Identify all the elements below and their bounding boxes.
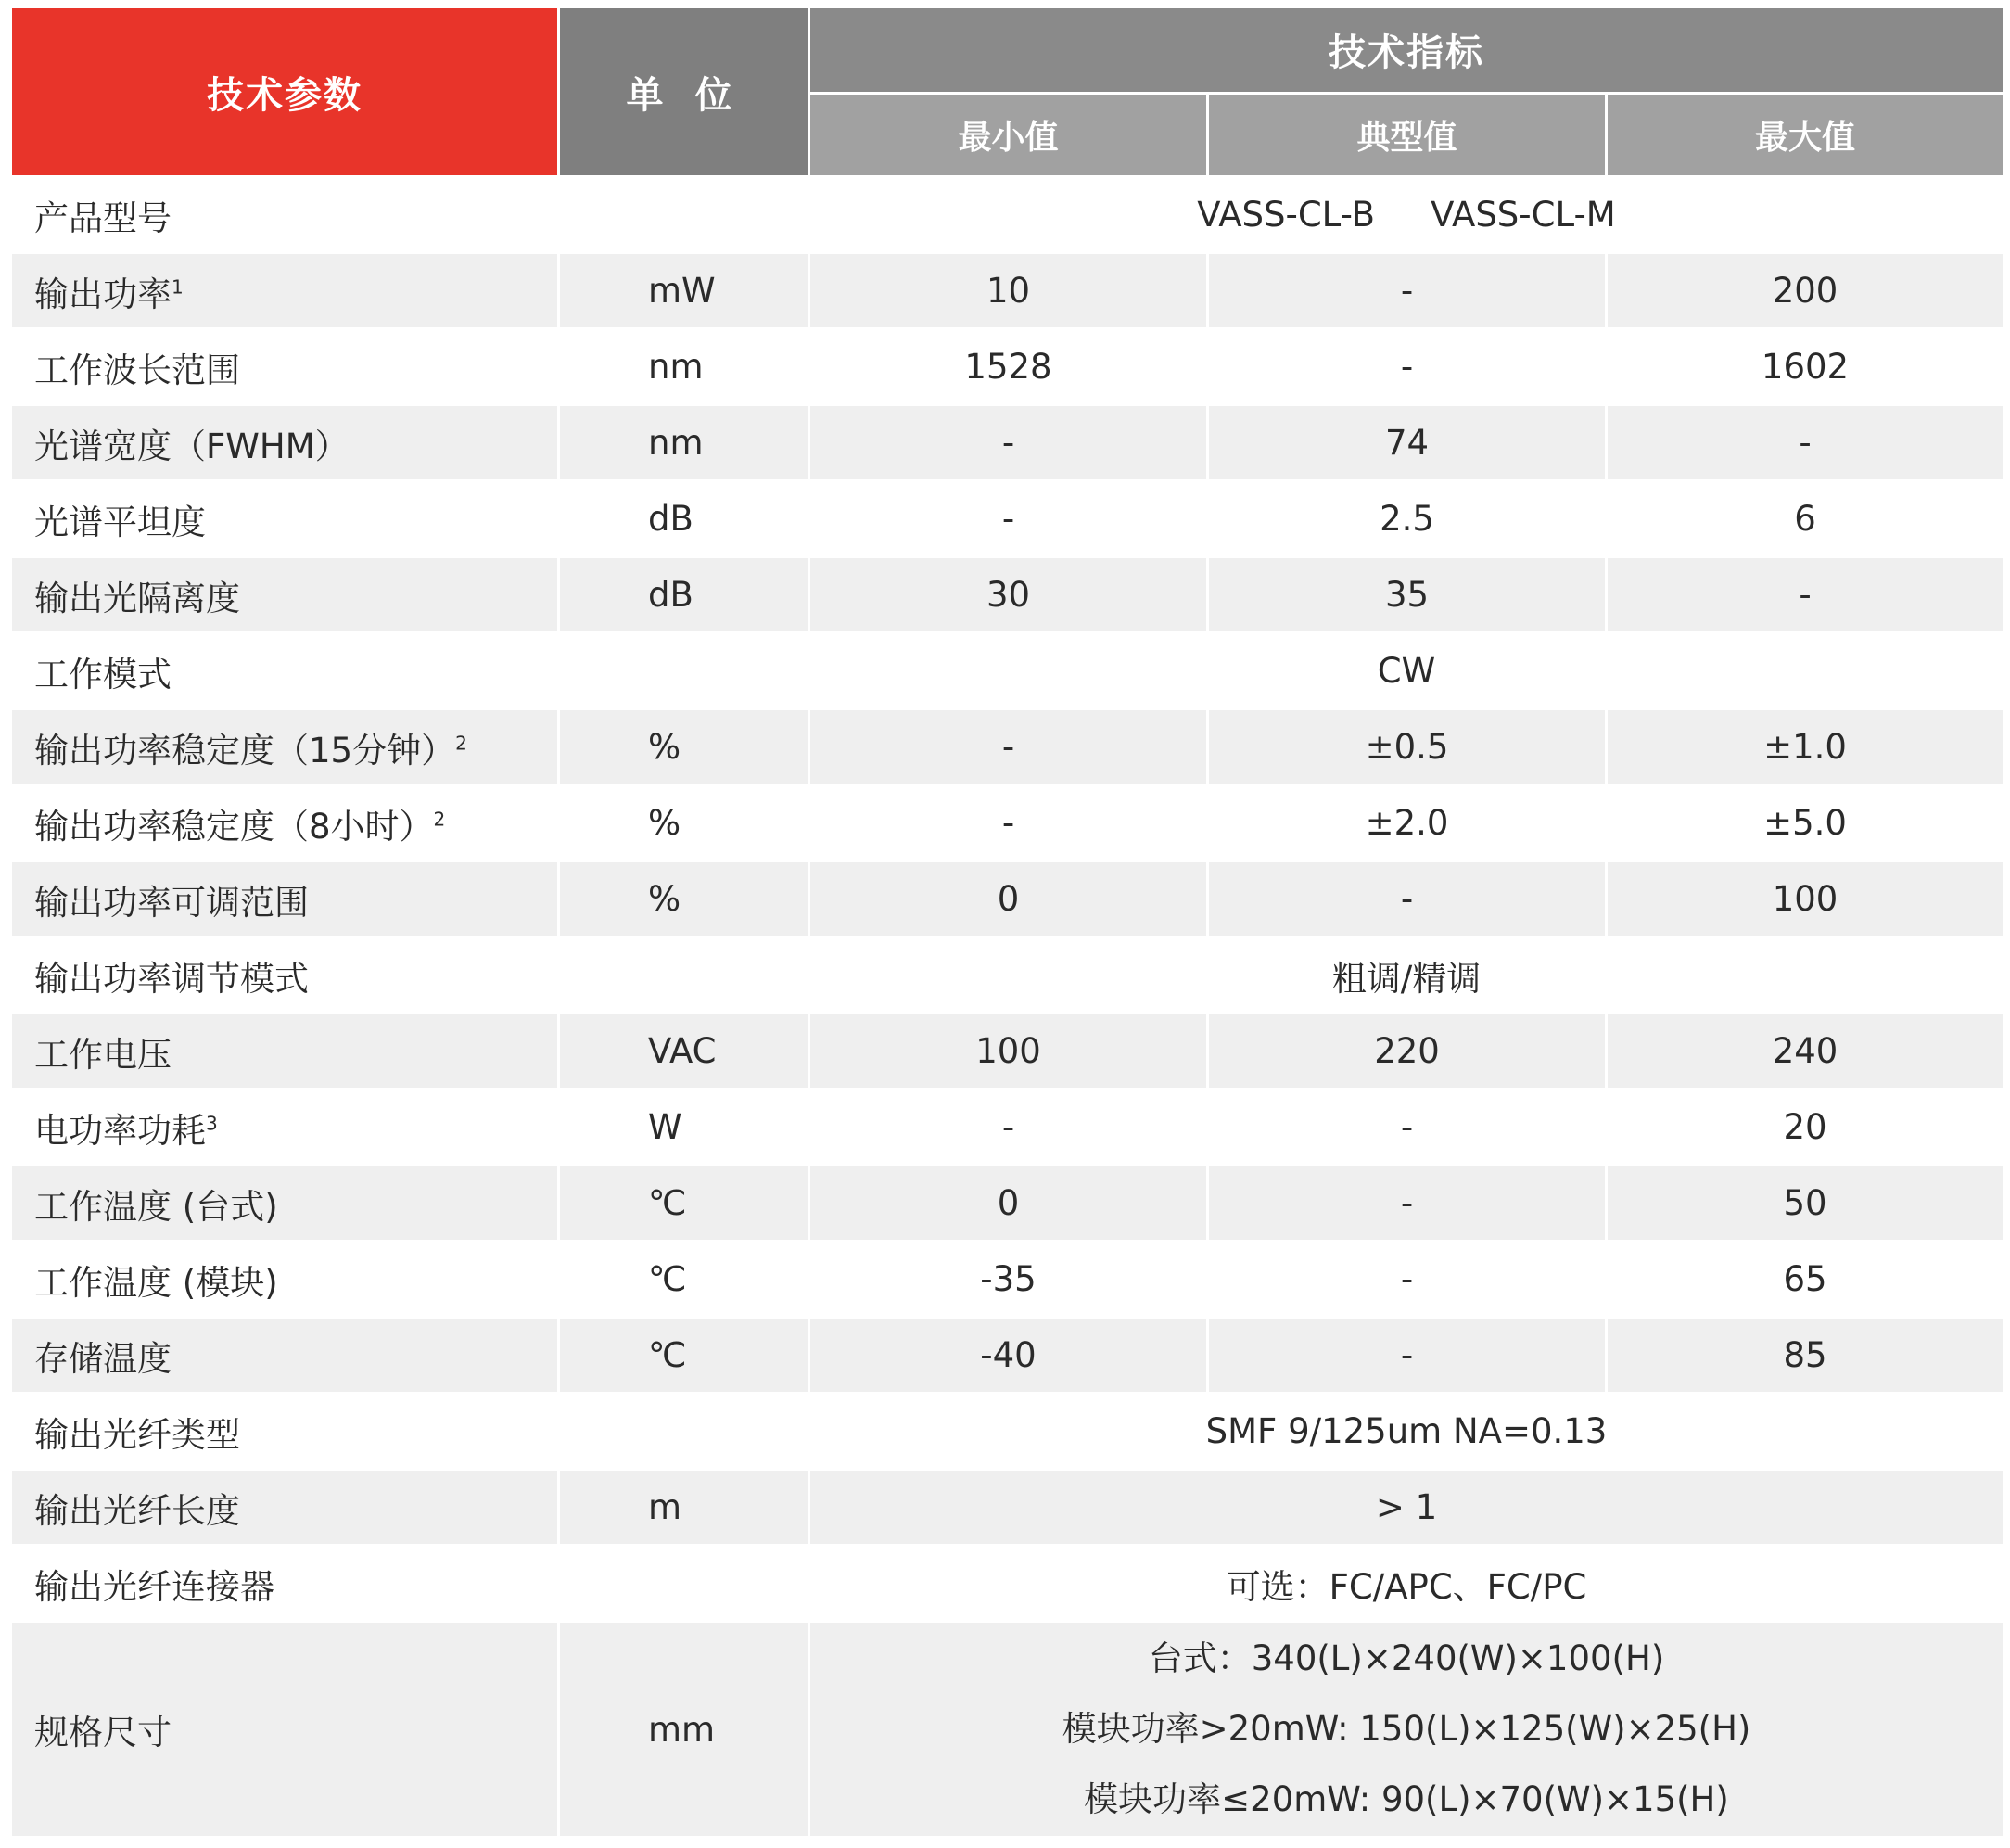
typ-value-cell: - xyxy=(1208,861,1607,937)
typ-value-cell: 2.5 xyxy=(1208,481,1607,557)
spanned-value-cell xyxy=(809,1622,2004,1838)
table-row xyxy=(11,709,2004,785)
param-label: 工作模式 xyxy=(34,654,172,695)
typ-value-cell: - xyxy=(1208,1242,1607,1318)
header-min: 最小值 xyxy=(809,93,1208,176)
unit-cell: m xyxy=(559,1470,809,1546)
header-max: 最大值 xyxy=(1607,93,2004,176)
min-value-cell: 10 xyxy=(809,253,1208,329)
unit-cell: nm xyxy=(559,405,809,481)
param-label: 工作温度 (台式) xyxy=(34,1186,278,1227)
unit-cell xyxy=(559,1546,809,1622)
model-name: VASS-CL-M xyxy=(1431,195,1616,235)
param-cell xyxy=(11,861,559,937)
table-row xyxy=(11,481,2004,557)
max-value-cell: 85 xyxy=(1607,1318,2004,1394)
min-value-cell: 0 xyxy=(809,1166,1208,1242)
max-value-cell: 1602 xyxy=(1607,329,2004,405)
spanned-value-cell: 可选：FC/APC、FC/PC xyxy=(809,1546,2004,1622)
table-row xyxy=(11,1242,2004,1318)
table-row xyxy=(11,329,2004,405)
max-value-cell: 6 xyxy=(1607,481,2004,557)
param-cell xyxy=(11,329,559,405)
header-typ: 典型值 xyxy=(1208,93,1607,176)
param-cell xyxy=(11,1318,559,1394)
header-param: 技术参数 xyxy=(11,7,559,177)
param-cell xyxy=(11,557,559,633)
param-label: 光谱平坦度 xyxy=(34,502,206,542)
table-row xyxy=(11,1470,2004,1546)
typ-value-cell: - xyxy=(1208,329,1607,405)
param-label: 工作波长范围 xyxy=(34,350,240,390)
model-name: VASS-CL-B xyxy=(1197,195,1376,235)
param-label: 产品型号 xyxy=(34,198,172,238)
typ-value-cell: - xyxy=(1208,1166,1607,1242)
dimension-line: 台式：340(L)×240(W)×100(H) xyxy=(1148,1638,1665,1678)
table-body xyxy=(11,177,2004,1838)
param-label: 工作电压 xyxy=(34,1034,172,1075)
param-cell xyxy=(11,1090,559,1166)
spanned-value-cell: SMF 9/125um NA=0.13 xyxy=(809,1394,2004,1470)
unit-cell: ℃ xyxy=(559,1242,809,1318)
max-value-cell: 20 xyxy=(1607,1090,2004,1166)
max-value-cell: 65 xyxy=(1607,1242,2004,1318)
footnote-marker: 2 xyxy=(455,732,467,755)
spanned-value-cell xyxy=(809,177,2004,253)
param-label: 输出光纤连接器 xyxy=(34,1566,274,1607)
unit-cell xyxy=(559,177,809,253)
unit-cell: ℃ xyxy=(559,1318,809,1394)
table-row xyxy=(11,405,2004,481)
param-label: 输出功率可调范围 xyxy=(34,882,309,923)
table-row xyxy=(11,785,2004,861)
spec-table-container xyxy=(9,6,2003,1843)
min-value-cell: - xyxy=(809,1090,1208,1166)
table-header xyxy=(11,7,2004,177)
param-label: 输出光隔离度 xyxy=(34,578,240,618)
min-value-cell: 1528 xyxy=(809,329,1208,405)
unit-cell xyxy=(559,1394,809,1470)
table-row xyxy=(11,1166,2004,1242)
typ-value-cell: ±0.5 xyxy=(1208,709,1607,785)
typ-value-cell: 74 xyxy=(1208,405,1607,481)
max-value-cell: ±5.0 xyxy=(1607,785,2004,861)
param-cell xyxy=(11,1546,559,1622)
param-cell xyxy=(11,1242,559,1318)
param-label: 光谱宽度（FWHM） xyxy=(34,426,350,466)
typ-value-cell: ±2.0 xyxy=(1208,785,1607,861)
table-row xyxy=(11,1622,2004,1838)
table-row xyxy=(11,1394,2004,1470)
unit-cell: dB xyxy=(559,557,809,633)
typ-value-cell: - xyxy=(1208,1318,1607,1394)
spanned-value-cell: CW xyxy=(809,633,2004,709)
param-label: 输出功率调节模式 xyxy=(34,958,309,999)
unit-cell: ℃ xyxy=(559,1166,809,1242)
unit-cell: VAC xyxy=(559,1013,809,1090)
max-value-cell: - xyxy=(1607,405,2004,481)
typ-value-cell: 220 xyxy=(1208,1013,1607,1090)
max-value-cell: 240 xyxy=(1607,1013,2004,1090)
unit-cell: % xyxy=(559,861,809,937)
param-label: 输出功率稳定度（8小时） xyxy=(34,806,434,847)
param-label: 规格尺寸 xyxy=(34,1713,172,1752)
table-row xyxy=(11,1318,2004,1394)
param-cell xyxy=(11,1166,559,1242)
max-value-cell: 100 xyxy=(1607,861,2004,937)
min-value-cell: - xyxy=(809,709,1208,785)
dimension-line: 模块功率≤20mW: 90(L)×70(W)×15(H) xyxy=(1084,1779,1729,1819)
min-value-cell: - xyxy=(809,785,1208,861)
param-label: 输出功率稳定度（15分钟） xyxy=(34,730,456,771)
min-value-cell: 0 xyxy=(809,861,1208,937)
param-label: 输出光纤类型 xyxy=(34,1414,240,1455)
param-label: 输出光纤长度 xyxy=(34,1490,240,1531)
footnote-marker: 3 xyxy=(206,1112,218,1135)
unit-cell: W xyxy=(559,1090,809,1166)
unit-cell: % xyxy=(559,709,809,785)
param-cell xyxy=(11,937,559,1013)
max-value-cell: - xyxy=(1607,557,2004,633)
typ-value-cell: - xyxy=(1208,1090,1607,1166)
max-value-cell: 50 xyxy=(1607,1166,2004,1242)
typ-value-cell: - xyxy=(1208,253,1607,329)
spec-table xyxy=(9,6,2005,1839)
unit-cell: mW xyxy=(559,253,809,329)
spanned-value-cell: 粗调/精调 xyxy=(809,937,2004,1013)
min-value-cell: -35 xyxy=(809,1242,1208,1318)
table-row xyxy=(11,861,2004,937)
table-row xyxy=(11,1013,2004,1090)
spanned-value-cell: > 1 xyxy=(809,1470,2004,1546)
param-cell xyxy=(11,1013,559,1090)
table-row xyxy=(11,633,2004,709)
param-cell xyxy=(11,1622,559,1838)
unit-cell: dB xyxy=(559,481,809,557)
param-label: 输出功率 xyxy=(34,274,172,314)
param-label: 电功率功耗 xyxy=(34,1110,206,1151)
unit-cell xyxy=(559,937,809,1013)
table-row xyxy=(11,557,2004,633)
min-value-cell: -40 xyxy=(809,1318,1208,1394)
max-value-cell: ±1.0 xyxy=(1607,709,2004,785)
max-value-cell: 200 xyxy=(1607,253,2004,329)
param-label: 存储温度 xyxy=(34,1338,172,1379)
min-value-cell: 30 xyxy=(809,557,1208,633)
param-label: 工作温度 (模块) xyxy=(34,1262,278,1303)
param-cell xyxy=(11,1470,559,1546)
param-cell xyxy=(11,1394,559,1470)
param-cell xyxy=(11,481,559,557)
param-cell xyxy=(11,709,559,785)
header-unit: 单 位 xyxy=(559,7,809,177)
table-row xyxy=(11,1090,2004,1166)
footnote-marker: 2 xyxy=(433,808,446,831)
min-value-cell: - xyxy=(809,405,1208,481)
min-value-cell: 100 xyxy=(809,1013,1208,1090)
table-row xyxy=(11,1546,2004,1622)
header-spec: 技术指标 xyxy=(809,7,2004,94)
dimension-line: 模块功率>20mW: 150(L)×125(W)×25(H) xyxy=(1062,1709,1751,1749)
unit-cell: nm xyxy=(559,329,809,405)
unit-cell: mm xyxy=(559,1622,809,1838)
param-cell xyxy=(11,785,559,861)
unit-cell: % xyxy=(559,785,809,861)
param-cell xyxy=(11,177,559,253)
typ-value-cell: 35 xyxy=(1208,557,1607,633)
param-cell xyxy=(11,633,559,709)
table-row xyxy=(11,253,2004,329)
unit-cell xyxy=(559,633,809,709)
param-cell xyxy=(11,405,559,481)
footnote-marker: 1 xyxy=(172,275,184,299)
param-cell xyxy=(11,253,559,329)
table-row xyxy=(11,937,2004,1013)
min-value-cell: - xyxy=(809,481,1208,557)
table-row xyxy=(11,177,2004,253)
